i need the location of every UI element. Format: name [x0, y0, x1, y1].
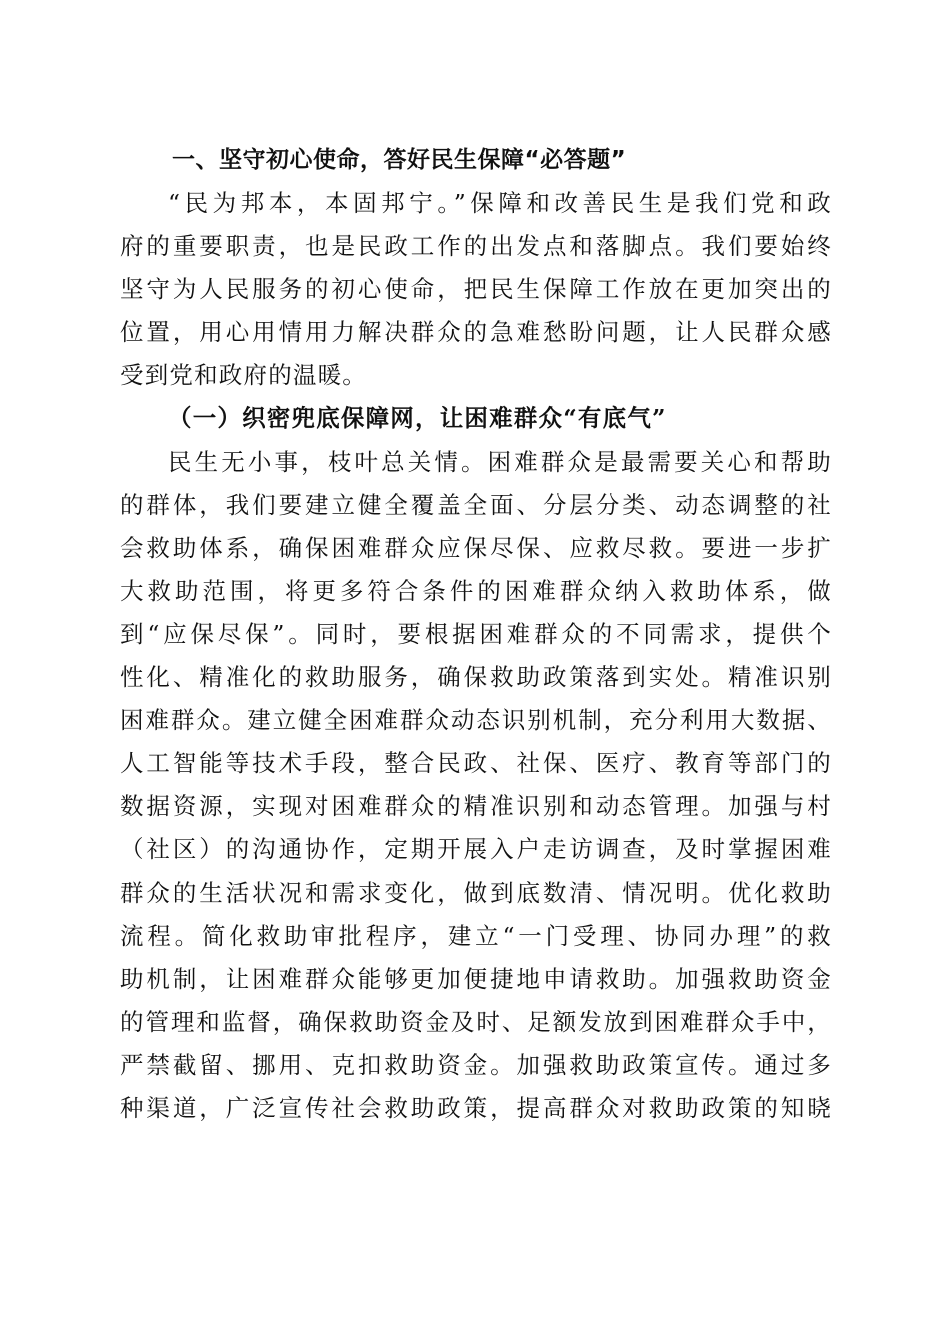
text-line: 大救助范围，将更多符合条件的困难群众纳入救助体系，做 — [120, 576, 832, 605]
text-line: 的管理和监督，确保救助资金及时、足额发放到困难群众手中， — [120, 1007, 832, 1036]
text-line: 性化、精准化的救助服务，确保救助政策落到实处。精准识别 — [120, 663, 832, 692]
text-line: 坚守为人民服务的初心使命，把民生保障工作放在更加突出的 — [120, 275, 832, 304]
text-line: 严禁截留、挪用、克扣救助资金。加强救助政策宣传。通过多 — [120, 1050, 832, 1079]
text-line: 民生无小事，枝叶总关情。困难群众是最需要关心和帮助 — [168, 447, 832, 476]
text-line: 流程。简化救助审批程序，建立“一门受理、协同办理”的救 — [120, 921, 832, 950]
text-line: 种渠道，广泛宣传社会救助政策，提高群众对救助政策的知晓 — [120, 1093, 832, 1122]
paragraph-body — [120, 441, 832, 1131]
text-line: 会救助体系，确保困难群众应保尽保、应救尽救。要进一步扩 — [120, 533, 832, 562]
text-line: 的群体，我们要建立健全覆盖全面、分层分类、动态调整的社 — [120, 490, 832, 519]
text-line: 受到党和政府的温暖。 — [120, 361, 367, 390]
text-line: 群众的生活状况和需求变化，做到底数清、情况明。优化救助 — [120, 878, 832, 907]
text-line: 困难群众。建立健全困难群众动态识别机制，充分利用大数据、 — [120, 706, 832, 735]
paragraph-intro — [120, 182, 832, 397]
section-heading: 一、坚守初心使命，答好民生保障“必答题” — [172, 147, 627, 173]
text-line: （社区）的沟通协作，定期开展入户走访调查，及时掌握困难 — [120, 835, 832, 864]
text-line: 数据资源，实现对困难群众的精准识别和动态管理。加强与村 — [120, 792, 832, 821]
text-line: 助机制，让困难群众能够更加便捷地申请救助。加强救助资金 — [120, 964, 832, 993]
text-line: 府的重要职责，也是民政工作的出发点和落脚点。我们要始终 — [120, 232, 832, 261]
subsection-heading: （一）织密兜底保障网，让困难群众“有底气” — [168, 404, 667, 433]
text-line: 到“应保尽保”。同时，要根据困难群众的不同需求，提供个 — [120, 619, 832, 648]
document-page — [120, 138, 832, 1130]
text-line: 位置，用心用情用力解决群众的急难愁盼问题，让人民群众感 — [120, 318, 832, 347]
text-line: “民为邦本，本固邦宁。”保障和改善民生是我们党和政 — [168, 189, 832, 217]
text-line: 人工智能等技术手段，整合民政、社保、医疗、教育等部门的 — [120, 749, 832, 778]
